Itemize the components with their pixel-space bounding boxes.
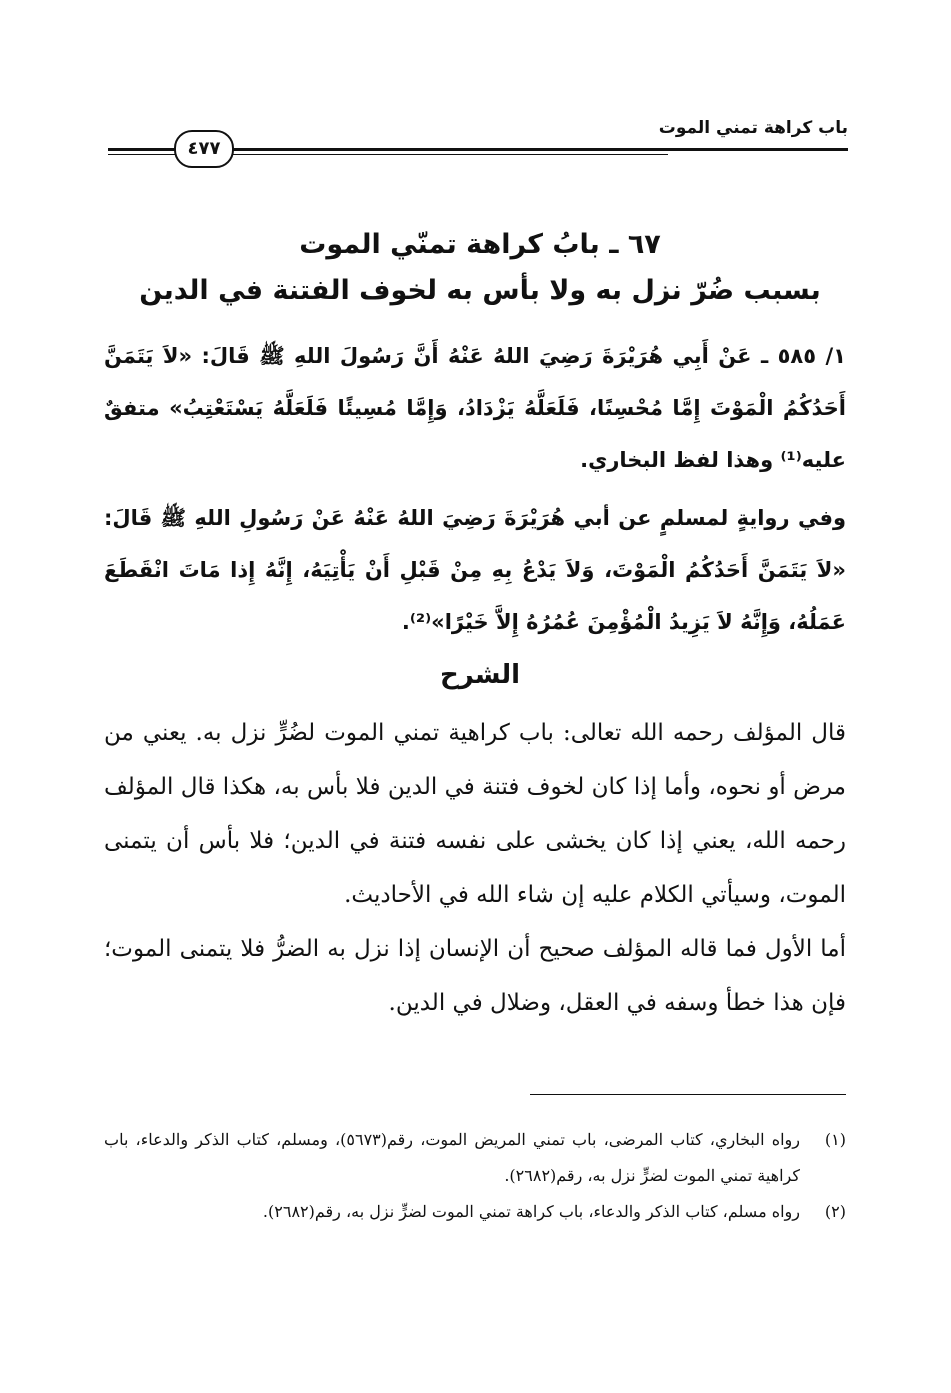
footnote-2-text: رواه مسلم، كتاب الذكر والدعاء، باب كراهة تمني الموت لضرٍّ نزل به، رقم(٢٦٨٢).: [262, 1202, 800, 1221]
footnote-1: [104, 1122, 846, 1194]
commentary-heading: الشرح: [439, 660, 521, 690]
footnotes: [104, 1122, 846, 1230]
hadith-text: [104, 330, 846, 654]
chapter-title: [100, 222, 860, 314]
footnote-2: [104, 1194, 846, 1230]
footnote-1-text: رواه البخاري، كتاب المرضى، باب تمني المريض الموت، رقم(٥٦٧٣)، ومسلم، كتاب الذكر والدعاء، باب كراهية تمني الموت لضرٍّ نزل به، رقم(٢٦٨٢).: [104, 1130, 801, 1185]
footnote-2-number: (٢): [824, 1202, 846, 1221]
running-header: [108, 112, 848, 160]
chapter-title-line-1: ٦٧ ـ بابُ كراهة تمنّي الموت: [299, 229, 661, 260]
hadith-paragraph-1: ١/ ٥٨٥ ـ عَنْ أَبِي هُرَيْرَةَ رَضِيَ اللهُ عَنْهُ أَنَّ رَسُولَ اللهِ ﷺ قَالَ: «لاَ يَتَمَنَّ أَحَدُكُمُ الْمَوْتَ إِمَّا مُحْسِنًا، فَلَعَلَّهُ يَزْدَادُ، وَإِمَّا مُسِيئًا فَلَعَلَّهُ يَسْتَعْتِبُ» متفقٌ عليه⁽¹⁾ وهذا لفظ البخاري.: [104, 344, 846, 472]
commentary-paragraph-2: أما الأول فما قاله المؤلف صحيح أن الإنسان إذا نزل به الضرُّ فلا يتمنى الموت؛ فإن هذا خطأ وسفه في العقل، وضلال في الدين.: [104, 936, 846, 1016]
running-header-title: باب كراهة تمني الموت: [658, 118, 848, 138]
commentary-paragraph-1: قال المؤلف رحمه الله تعالى: باب كراهية تمني الموت لضُرٍّ نزل به. يعني من مرض أو نحوه، وأما إذا كان لخوف فتنة في الدين فلا بأس به، هكذا قال المؤلف رحمه الله، يعني إذا كان يخشى على نفسه فتنة في الدين؛ فلا بأس أن يتمنى الموت، وسيأتي الكلام عليه إن شاء الله في الأحاديث.: [104, 720, 846, 908]
commentary-text: [104, 706, 846, 1030]
footnote-1-number: (١): [824, 1130, 846, 1149]
page-number: ٤٧٧: [174, 130, 234, 168]
footnote-separator: [530, 1094, 846, 1095]
hadith-paragraph-2: وفي روايةٍ لمسلمٍ عن أبي هُرَيْرَةَ رَضِيَ اللهُ عَنْهُ عَنْ رَسُولِ اللهِ ﷺ قَالَ: «لاَ يَتَمَنَّ أَحَدُكُمُ الْمَوْتَ، وَلاَ يَدْعُ بِهِ مِنْ قَبْلِ أَنْ يَأْتِيَهُ، إِنَّهُ إِذا مَاتَ انْقَطَعَ عَمَلُهُ، وَإِنَّهُ لاَ يَزِيدُ الْمُؤْمِنَ عُمُرُهُ إِلاَّ خَيْرًا»⁽²⁾.: [104, 506, 846, 634]
chapter-title-line-2: بسبب ضُرّ نزل به ولا بأس به لخوف الفتنة في الدين: [139, 275, 821, 306]
